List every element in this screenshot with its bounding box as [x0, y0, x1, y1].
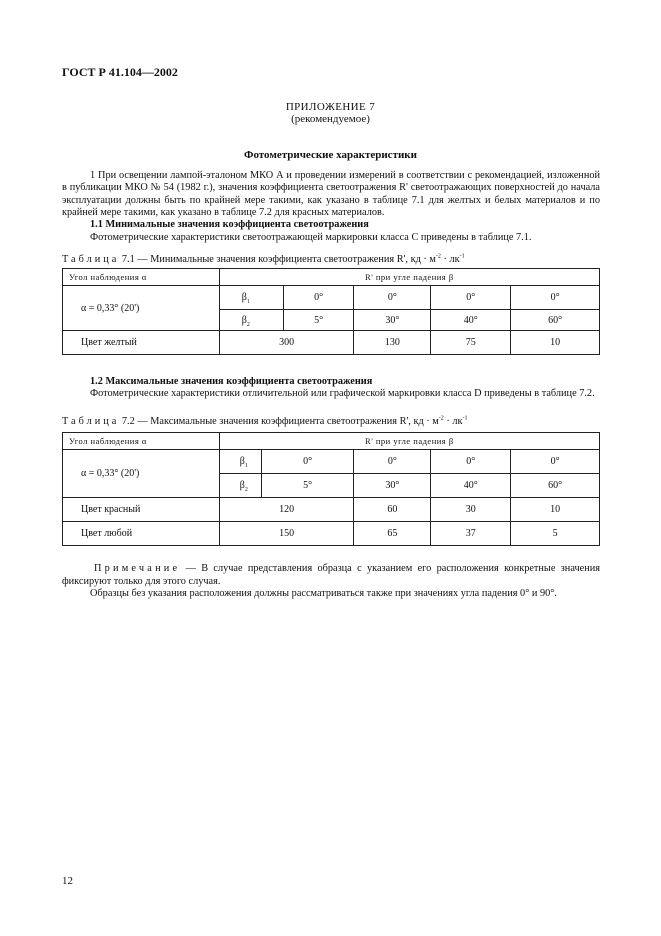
table-cell: 60° [511, 474, 600, 498]
beta-subscript: 1 [246, 299, 250, 305]
beta-subscript: 2 [246, 321, 250, 328]
color-label: Цвет красный [63, 498, 220, 522]
table-cell: 150 [219, 522, 354, 546]
subsection-1-2-text: Фотометрические характеристики отличительной или графической маркировки класса D приведены в таблице 7.2. [90, 388, 595, 399]
beta-subscript: 2 [244, 487, 248, 493]
table-row [63, 522, 600, 546]
beta2-label [219, 474, 261, 498]
table-cell: 0° [431, 286, 511, 310]
table-cell: 30° [354, 474, 431, 498]
table-row [63, 450, 600, 474]
header-reflection-coefficient: R' при угле падения β [219, 269, 599, 286]
caption-word: Таблица [62, 416, 120, 427]
table-cell: 37 [431, 522, 511, 546]
table-cell: 0° [431, 450, 511, 474]
table-cell: 60 [354, 498, 431, 522]
table-cell: 10 [511, 498, 600, 522]
table-cell: 40° [431, 474, 511, 498]
beta2-label [219, 310, 283, 331]
table-cell: 60° [511, 310, 600, 331]
table-cell: 40° [431, 310, 511, 331]
table-cell: 0° [354, 450, 431, 474]
section-title: Фотометрические характеристики [244, 149, 417, 161]
color-label: Цвет желтый [63, 331, 220, 355]
beta-symbol: β [239, 456, 245, 467]
table-row [63, 331, 600, 355]
subsection-1-1-heading: 1.1 Минимальные значения коэффициента светоотражения [90, 219, 369, 230]
beta-symbol: β [241, 292, 247, 303]
table-cell: 0° [261, 450, 354, 474]
caption-sup: -2 [438, 415, 444, 422]
table-header-row [63, 269, 600, 286]
table-cell: 0° [511, 286, 600, 310]
table-cell: 5 [511, 522, 600, 546]
beta1-label [219, 450, 261, 474]
header-observation-angle: Угол наблюдения α [63, 269, 220, 286]
table-cell: 300 [219, 331, 354, 355]
header-reflection-coefficient: R' при угле падения β [219, 433, 599, 450]
table-cell: 30 [431, 498, 511, 522]
beta-subscript: 1 [244, 463, 248, 469]
table-cell: 0° [354, 286, 431, 310]
table-header-row [63, 433, 600, 450]
alpha-cell: α = 0,33° (20') [63, 450, 220, 498]
table-cell: 0° [511, 450, 600, 474]
caption-sup: -2 [435, 253, 441, 260]
note-paragraph [62, 563, 600, 588]
page-number: 12 [62, 875, 73, 887]
table-row [63, 286, 600, 310]
paragraph-1: 1 При освещении лампой-эталоном МКО А и проведении измерений в соответствии с рекомендацией, изложенной в публикации МКО № 54 (1982 г.), значения коэффициента светоотражения R' светоотражающих поверхностей до начала эксплуатации должны быть по крайней мере такими, как указано в таблице 7.1 для желтых и белых материалов и по крайней мере такими, как указано в таблице 7.2 для красных материалов. [62, 170, 600, 218]
caption-text-mid: · лк [443, 416, 463, 427]
beta-symbol: β [241, 314, 247, 326]
caption-text: 7.1 — Минимальные значения коэффициента светоотражения R', кд · м [121, 254, 436, 265]
note-text: — В случае представления образца с указанием его расположения конкретные значения фиксируют только для этого случая. [62, 563, 600, 587]
subsection-1-2-heading: 1.2 Максимальные значения коэффициента светоотражения [90, 376, 373, 387]
table-cell: 10 [511, 331, 600, 355]
table-cell: 30° [354, 310, 431, 331]
note-paragraph-2: Образцы без указания расположения должны рассматриваться также при значениях угла падения 0° и 90°. [90, 588, 557, 599]
alpha-cell: α = 0,33° (20') [63, 286, 220, 331]
subsection-1-1-text: Фотометрические характеристики светоотражающей маркировки класса С приведены в таблице 7.1. [90, 232, 532, 243]
caption-word: Таблица [62, 254, 120, 265]
document-header: ГОСТ Р 41.104—2002 [62, 65, 178, 79]
caption-sup: -1 [459, 253, 465, 260]
header-observation-angle: Угол наблюдения α [63, 433, 220, 450]
table-cell: 5° [283, 310, 354, 331]
table-7-2-caption [62, 416, 468, 427]
table-7-2 [62, 432, 600, 546]
table-row [63, 498, 600, 522]
table-cell: 65 [354, 522, 431, 546]
caption-text-mid: · лк [440, 254, 460, 265]
appendix-subtitle: (рекомендуемое) [291, 113, 370, 125]
table-7-1-caption [62, 254, 465, 265]
caption-sup: -1 [462, 415, 468, 422]
color-label: Цвет любой [63, 522, 220, 546]
beta-symbol: β [239, 480, 245, 491]
beta1-label [219, 286, 283, 310]
caption-text: 7.2 — Максимальные значения коэффициента светоотражения R', кд · м [121, 416, 439, 427]
table-cell: 120 [219, 498, 354, 522]
table-cell: 0° [283, 286, 354, 310]
table-cell: 5° [261, 474, 354, 498]
table-7-1 [62, 268, 600, 355]
appendix-title: ПРИЛОЖЕНИЕ 7 [285, 101, 376, 113]
note-label: Примечание [94, 563, 181, 574]
table-cell: 75 [431, 331, 511, 355]
table-cell: 130 [354, 331, 431, 355]
